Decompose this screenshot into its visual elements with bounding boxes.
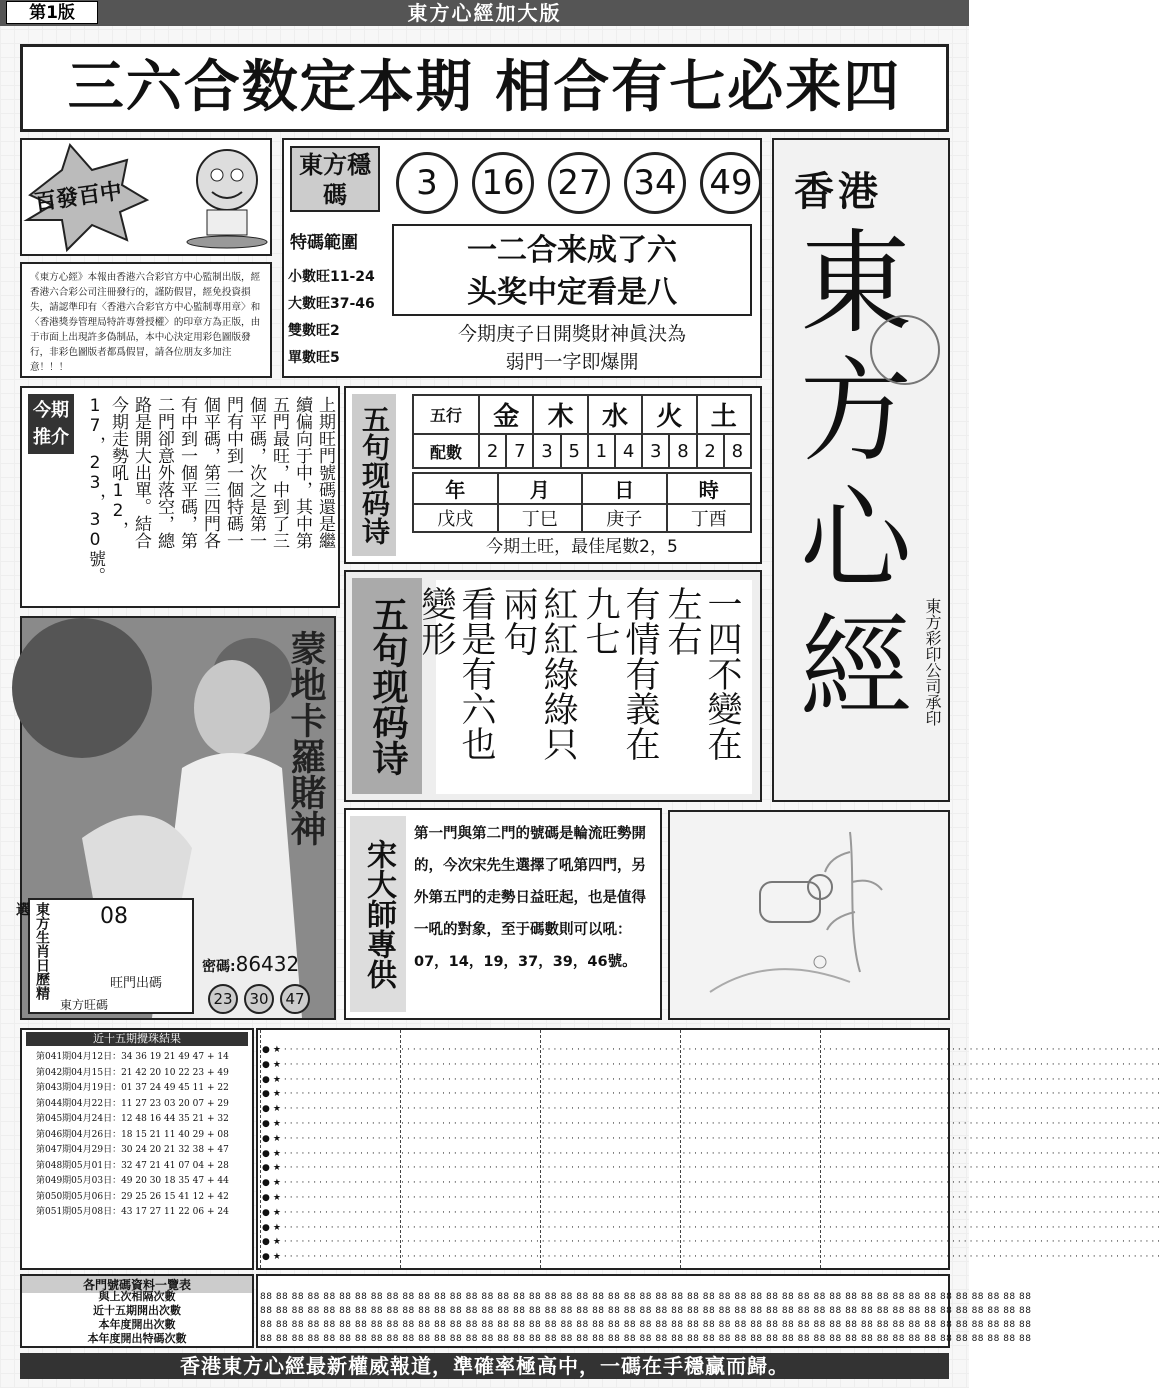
poem-side-label: 五句现码诗	[352, 578, 422, 794]
ganzhi-value: 戊戌	[413, 504, 498, 532]
grid-row: ●★······················································································································································	[262, 1207, 1163, 1218]
history-row: 第051期05月08日：43 17 27 11 22 06 + 24	[36, 1207, 229, 1217]
history-row: 第050期05月06日：29 25 26 15 41 12 + 42	[36, 1191, 229, 1202]
wuxing-number: 2	[697, 434, 724, 468]
history-list	[36, 1050, 229, 1221]
recommendation-text	[82, 396, 336, 604]
ganzhi-table	[412, 472, 752, 533]
grid-row: ●★······················································································································································	[262, 1178, 1163, 1189]
secret-code-label: 密碼:	[202, 959, 236, 975]
wuxing-number: 7	[506, 434, 533, 468]
history-row: 第044期04月22日：11 27 23 03 20 07 + 29	[36, 1098, 229, 1109]
wuxing-element-row	[413, 395, 751, 434]
wuxing-number: 3	[533, 434, 560, 468]
brand-char: 東	[800, 219, 912, 349]
tema-line: 小數旺11-24	[288, 269, 375, 285]
recommendation-column: 今期走勢吼12，	[108, 396, 128, 538]
history-row: 第049期05月03日：49 20 30 18 35 47 + 44	[36, 1176, 229, 1186]
page-version: 第1版	[6, 1, 98, 24]
code-number-ball: 27	[548, 152, 610, 214]
tiger-drawing-panel	[668, 810, 950, 1020]
grid-column-divider	[260, 1030, 261, 1268]
secret-code-value: 86432	[235, 952, 300, 976]
lucky-ball: 23	[208, 984, 238, 1014]
wuxing-side-label: 五句现码诗	[352, 394, 396, 556]
poem-line: 有情有義在九七	[580, 586, 660, 761]
brand-name	[800, 220, 912, 732]
stats-value-row: 88 88 88 88 88 88 88 88 88 88 88 88 88 88 88 88 88 88 88 88 88 88 88 88 88 88 88 88 88 88 88 88 88 88 88 88 88 88 88 88 88 88 88 88 88 88 88 88 88	[260, 1320, 1032, 1330]
stats-row-label: 與上次相隔次數	[98, 1290, 176, 1303]
grid-row: ●★······················································································································································	[262, 1163, 1163, 1174]
headline: 三六合数定本期 相合有七必来四	[20, 44, 949, 132]
intro-notice: 《東方心經》本報由香港六合彩官方中心監制出版，經香港六合彩公司注冊發行的，謹防假冒，經免投資損失，請認準印有〈香港六合彩官方中心監制專用章〉和〈香港獎券管理局特許專營授權〉的印章方為正版，由于市面上出現許多偽制品，本中心決定用彩色圖版發行，非彩色圖版者都爲假冒，請各位朋友多加注意！！！	[20, 262, 272, 378]
caishen-line: 今期庚子日開獎財神眞決為	[457, 323, 686, 345]
song-text: 第一門與第二門的號碼是輪流旺勢開的，今次宋先生選擇了吼第四門，另外第五門的走勢日益旺起，也是值得一吼的對象，至于碼數則可以吼：07，14，19，37，39，46號。	[414, 826, 646, 970]
code-number-ball: 3	[396, 152, 458, 214]
photo-side-label: 蒙地卡羅賭神	[285, 630, 326, 846]
stats-row-label: 本年度開出次數	[98, 1318, 176, 1331]
tema-range-list	[288, 264, 388, 372]
recommendation-column: 二門卻意外落空，總	[154, 396, 174, 549]
stats-label-panel	[20, 1274, 254, 1348]
wuxing-number: 3	[642, 434, 669, 468]
wuxing-number: 4	[615, 434, 642, 468]
photo-panel	[14, 616, 336, 1020]
badge-text: 百發百中	[32, 178, 124, 216]
grid-row: ●★······················································································································································	[262, 1119, 1163, 1129]
tema-title: 特碼範圍	[290, 233, 358, 253]
recommendation-column: 有中到一個平碼，第	[177, 396, 197, 549]
wuxing-panel	[344, 386, 762, 564]
verse-line: 头奖中定看是八	[467, 275, 677, 310]
recommendation-column: 續偏向于中，其中第	[292, 396, 312, 549]
stats-row-labels	[22, 1290, 252, 1346]
cartoon-box	[20, 138, 272, 256]
secret-code	[202, 952, 299, 976]
history-row: 第045期04月24日：12 48 16 44 35 21 + 32	[36, 1114, 229, 1124]
code-number-ball: 49	[700, 152, 762, 214]
code-number-ball: 16	[472, 152, 534, 214]
wuxing-element: 火	[642, 395, 696, 434]
top-bar	[0, 0, 969, 26]
history-row: 第046期04月26日：18 15 21 11 40 29 + 08	[36, 1129, 229, 1140]
grid-row: ●★······················································································································································	[262, 1222, 1163, 1233]
wuxing-number: 1	[588, 434, 615, 468]
wuxing-row-label: 五行	[413, 395, 479, 434]
ganzhi-label: 時	[667, 473, 752, 504]
wuxing-element: 土	[697, 395, 751, 434]
grid-row: ●★······················································································································································	[262, 1193, 1163, 1203]
lucky-ball: 47	[280, 984, 310, 1014]
lucky-ball: 30	[244, 984, 274, 1014]
calendar-box	[14, 898, 194, 1014]
grid-row: ●★······················································································································································	[262, 1133, 1163, 1144]
tema-line: 大數旺37-46	[288, 296, 375, 312]
history-row: 第043期04月19日：01 37 24 49 45 11 + 22	[36, 1083, 229, 1093]
song-panel	[344, 808, 662, 1020]
recommendation-label: 今期推介	[28, 394, 74, 454]
poem-panel	[344, 570, 762, 802]
recommendation-column: 上期旺門號碼還是繼	[315, 396, 335, 549]
ganzhi-value: 丁巳	[498, 504, 583, 532]
stats-row-label: 本年度開出特碼次數	[87, 1332, 187, 1345]
poem-line: 紅紅綠綠只兩句	[498, 586, 578, 761]
brand-hk: 香港	[794, 169, 882, 215]
wuxing-element: 木	[533, 395, 587, 434]
poem-line: 一四不變在左右	[662, 586, 742, 761]
stats-values-panel	[256, 1274, 1032, 1348]
brand-char: 經	[800, 603, 912, 733]
poem-body	[416, 580, 752, 794]
caishen-line: 弱門一字即爆開	[505, 351, 639, 373]
recommendation-column: 路是開大出單。結合	[131, 396, 151, 549]
stats-title: 各門號碼資料一覽表	[22, 1276, 252, 1293]
grid-row: ●★······················································································································································	[262, 1104, 1163, 1115]
stable-code-panel	[282, 138, 762, 378]
grid-row: ●★······················································································································································	[262, 1148, 1163, 1159]
recommendation-column: 17，23，30號。	[85, 396, 105, 584]
brand-panel	[772, 138, 950, 802]
verse-box	[392, 224, 752, 316]
grid-row: ●★······················································································································································	[262, 1074, 1163, 1085]
recommendation-column: 五門最旺，中到了三	[269, 396, 289, 549]
history-row: 第042期04月15日：21 42 20 10 22 23 + 49	[36, 1067, 229, 1078]
ganzhi-label: 年	[413, 473, 498, 504]
grid-row: ●★······················································································································································	[262, 1059, 1163, 1070]
tema-line: 雙數旺2	[288, 323, 340, 339]
calendar-footer: 東方旺碼	[60, 998, 109, 1012]
grid-row: ●★······················································································································································	[262, 1252, 1163, 1263]
wuxing-table	[412, 394, 752, 469]
brand-seal	[870, 315, 940, 385]
verse-line: 一二合来成了六	[467, 233, 677, 268]
ganzhi-value: 丁酉	[667, 504, 752, 532]
grid-row: ●★······················································································································································	[262, 1045, 1163, 1055]
wuxing-row-label: 配數	[413, 434, 479, 468]
wuxing-element: 水	[588, 395, 642, 434]
history-row: 第048期05月01日：32 47 21 41 07 04 + 28	[36, 1160, 229, 1171]
recommendation-column: 個平碼，第三四門各	[200, 396, 220, 549]
stats-values	[260, 1290, 1032, 1346]
history-panel	[20, 1028, 254, 1270]
calendar-side-label: 東方生肖日歷精選	[14, 902, 50, 1000]
tiger-drawing	[670, 812, 948, 1018]
door-grid	[256, 1028, 1163, 1270]
wuxing-number: 8	[724, 434, 751, 468]
calendar-number: 08	[100, 904, 128, 929]
brand-char: 方	[800, 347, 912, 477]
ganzhi-header-row	[413, 473, 751, 504]
door-grid-body	[258, 1030, 1163, 1268]
recommendation-column: 個平碼，次之是第一	[246, 396, 266, 549]
grid-row: ●★······················································································································································	[262, 1237, 1163, 1248]
wuxing-number: 8	[669, 434, 696, 468]
caishen-note	[392, 320, 752, 376]
ganzhi-value: 庚子	[582, 504, 667, 532]
ganzhi-value-row	[413, 504, 751, 532]
stable-code-label: 東方穩碼	[290, 146, 380, 212]
history-row: 第047期04月29日：30 24 20 21 32 38 + 47	[36, 1145, 229, 1155]
stats-value-row: 88 88 88 88 88 88 88 88 88 88 88 88 88 88 88 88 88 88 88 88 88 88 88 88 88 88 88 88 88 88 88 88 88 88 88 88 88 88 88 88 88 88 88 88 88 88 88 88 88	[260, 1334, 1032, 1344]
stats-value-row: 88 88 88 88 88 88 88 88 88 88 88 88 88 88 88 88 88 88 88 88 88 88 88 88 88 88 88 88 88 88 88 88 88 88 88 88 88 88 88 88 88 88 88 88 88 88 88 88 88	[260, 1306, 1032, 1316]
code-number-ball: 34	[624, 152, 686, 214]
wuxing-note: 今期土旺，最佳尾數2，5	[486, 537, 678, 557]
song-side-label: 宋大師專供	[350, 816, 406, 1012]
stats-value-row: 88 88 88 88 88 88 88 88 88 88 88 88 88 88 88 88 88 88 88 88 88 88 88 88 88 88 88 88 88 88 88 88 88 88 88 88 88 88 88 88 88 88 88 88 88 88 88 88 88	[260, 1292, 1032, 1302]
calendar-sub: 旺門出碼	[110, 976, 163, 991]
brand-char: 心	[800, 475, 912, 605]
wuxing-element: 金	[479, 395, 533, 434]
wuxing-number: 5	[561, 434, 588, 468]
history-row: 第041期04月12日：34 36 19 21 49 47 + 14	[36, 1052, 229, 1062]
footer-strip: 香港東方心經最新權威報道，準確率極高中，一碼在手穩贏而歸。	[20, 1353, 949, 1379]
wuxing-number-row	[413, 434, 751, 468]
grid-row: ●★······················································································································································	[262, 1089, 1163, 1100]
newspaper-title: 東方心經加大版	[407, 1, 562, 25]
recommendation-panel	[20, 386, 340, 608]
ganzhi-label: 日	[582, 473, 667, 504]
history-title: 近十五期攪珠結果	[26, 1032, 248, 1046]
wuxing-number: 2	[479, 434, 506, 468]
ganzhi-label: 月	[498, 473, 583, 504]
stats-row-label: 近十五期開出次數	[93, 1304, 181, 1317]
tema-line: 單數旺5	[288, 350, 340, 366]
brand-printer: 東方彩印公司承印	[923, 598, 942, 726]
poem-line: 看是有六也變形	[416, 586, 496, 761]
recommendation-column: 門有中到一個特碼一	[223, 396, 243, 549]
